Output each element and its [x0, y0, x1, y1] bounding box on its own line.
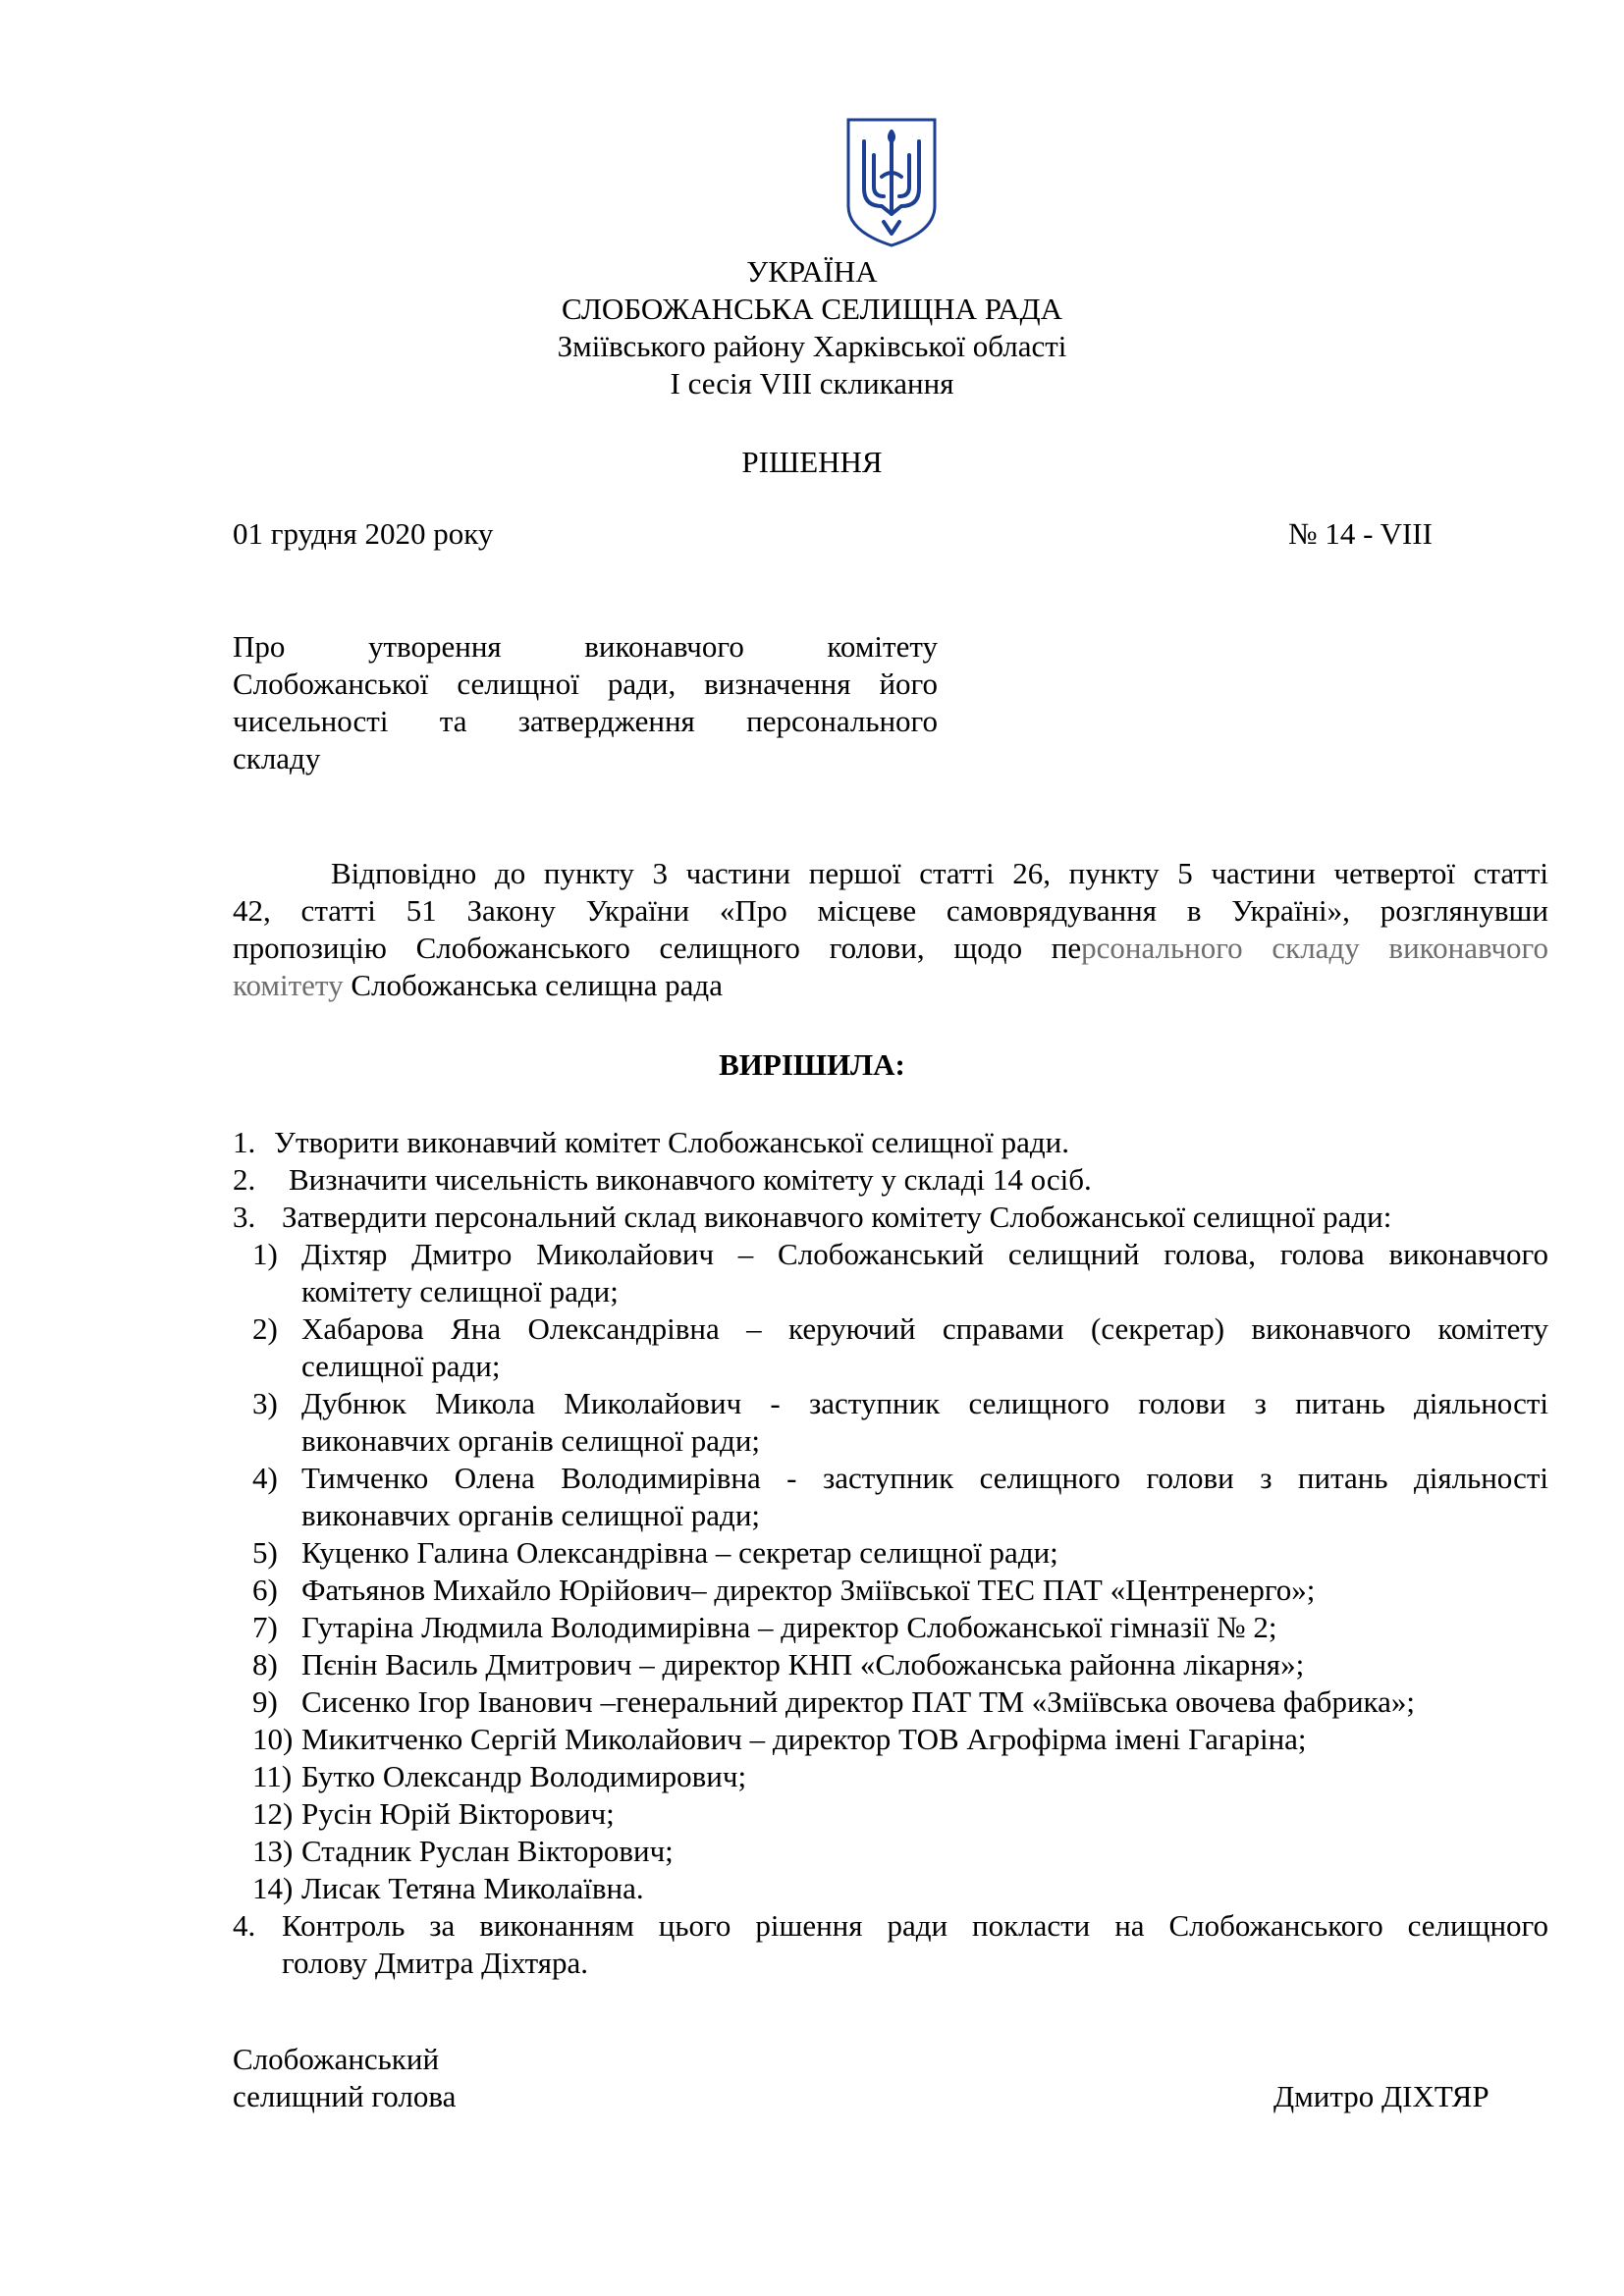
member-number: 11) [252, 1759, 293, 1793]
resolved-heading: ВИРІШИЛА: [719, 1047, 905, 1082]
member-text-continued: селищної ради; [301, 1349, 501, 1383]
member-number: 13) [252, 1834, 294, 1868]
member-text: Пєнін Василь Дмитрович – директор КНП «Слобожанська районна лікарня»; [301, 1647, 1305, 1682]
signature-name: Дмитро ДІХТЯР [1273, 2079, 1489, 2113]
subject-line: складу [233, 741, 321, 775]
member-text-continued: виконавчих органів селищної ради; [301, 1423, 761, 1458]
preamble-line: Відповідно до пункту 3 частини першої статті 26, пункту 5 частини четвертої статті [331, 856, 1548, 890]
council-name: СЛОБОЖАНСЬКА СЕЛИЩНА РАДА [562, 292, 1062, 326]
list-item-number: 3. [233, 1200, 256, 1234]
member-text: Хабарова Яна Олександрівна – керуючий справами (секретар) виконавчого комітету [301, 1311, 1548, 1346]
preamble-line: 42, статті 51 Закону України «Про місцеве самоврядування в Україні», розглянувши [233, 893, 1548, 928]
signature-title: Слобожанський [233, 2042, 440, 2076]
preamble-text-muted: комітету [233, 968, 344, 1002]
member-number: 8) [252, 1647, 278, 1682]
member-text: Бутко Олександр Володимирович; [301, 1759, 747, 1793]
decision-date: 01 грудня 2020 року [233, 516, 494, 551]
list-item-number: 1. [233, 1125, 256, 1159]
list-item-text: Визначити чисельність виконавчого комітету у складі 14 осіб. [289, 1162, 1092, 1197]
member-text: Лисак Тетяна Миколаївна. [301, 1871, 644, 1905]
member-text-continued: комітету селищної ради; [301, 1274, 619, 1308]
member-number: 6) [252, 1573, 278, 1607]
preamble-text: пропозицію Слобожанського селищного голови, щодо пе [233, 931, 1082, 965]
preamble-line [233, 967, 1548, 1004]
member-number: 10) [252, 1722, 294, 1756]
preamble-text: Слобожанська селищна рада [343, 968, 723, 1002]
preamble-text-muted: рсонального складу виконавчого [1081, 931, 1548, 965]
member-text: Гутаріна Людмила Володимирівна – директор Слобожанської гімназії № 2; [301, 1610, 1277, 1644]
session-info: I сесія VIII скликання [670, 366, 954, 400]
region-name: Зміївського району Харківської області [557, 329, 1067, 363]
member-number: 3) [252, 1386, 278, 1420]
subject-line: Про утворення виконавчого комітету [233, 629, 938, 664]
decision-number: № 14 - VIII [1288, 516, 1433, 551]
member-text: Тимченко Олена Володимирівна - заступник селищного голови з питань діяльності [301, 1461, 1548, 1495]
member-text: Сисенко Ігор Іванович –генеральний директор ПАТ ТМ «Зміївська овочева фабрика»; [301, 1684, 1415, 1719]
member-number: 14) [252, 1871, 294, 1905]
subject-line: чисельності та затвердження персонального [233, 704, 938, 738]
decision-subject [233, 628, 938, 777]
list-item-text: Затвердити персональний склад виконавчого комітету Слобожанської селищної ради: [282, 1200, 1392, 1234]
member-text: Фатьянов Михайло Юрійович– директор Зміївської ТЕС ПАТ «Центренерго»; [301, 1573, 1316, 1607]
member-text: Діхтяр Дмитро Миколайович – Слобожанський селищний голова, голова виконавчого [301, 1237, 1548, 1271]
member-text: Стадник Руслан Вікторович; [301, 1834, 674, 1868]
list-item-text: Контроль за виконанням цього рішення ради покласти на Слобожанського селищного [282, 1908, 1548, 1943]
member-number: 7) [252, 1610, 278, 1644]
preamble-line [233, 930, 1548, 967]
member-text: Микитченко Сергій Миколайович – директор ТОВ Агрофірма імені Гагаріна; [301, 1722, 1307, 1756]
list-item-text-continued: голову Дмитра Діхтяра. [282, 1946, 589, 1980]
country-name: УКРАЇНА [746, 254, 878, 289]
member-text-continued: виконавчих органів селищної ради; [301, 1498, 761, 1532]
list-item-number: 2. [233, 1162, 256, 1197]
member-number: 4) [252, 1461, 278, 1495]
signature-title: селищний голова [233, 2079, 457, 2113]
member-text: Русін Юрій Вікторович; [301, 1796, 615, 1831]
list-item-number: 4. [233, 1908, 256, 1943]
member-number: 5) [252, 1535, 278, 1570]
member-number: 12) [252, 1796, 294, 1831]
subject-line: Слобожанської селищної ради, визначення його [233, 667, 938, 701]
list-item-text: Утворити виконавчий комітет Слобожанської селищної ради. [274, 1125, 1069, 1159]
member-number: 1) [252, 1237, 278, 1271]
coat-of-arms-emblem [844, 116, 939, 249]
preamble-paragraph [233, 855, 1548, 1004]
member-text: Куценко Галина Олександрівна – секретар селищної ради; [301, 1535, 1058, 1570]
member-number: 9) [252, 1684, 278, 1719]
document-type: РІШЕННЯ [741, 445, 883, 479]
member-text: Дубнюк Микола Миколайович - заступник селищного голови з питань діяльності [301, 1386, 1548, 1420]
member-number: 2) [252, 1311, 278, 1346]
